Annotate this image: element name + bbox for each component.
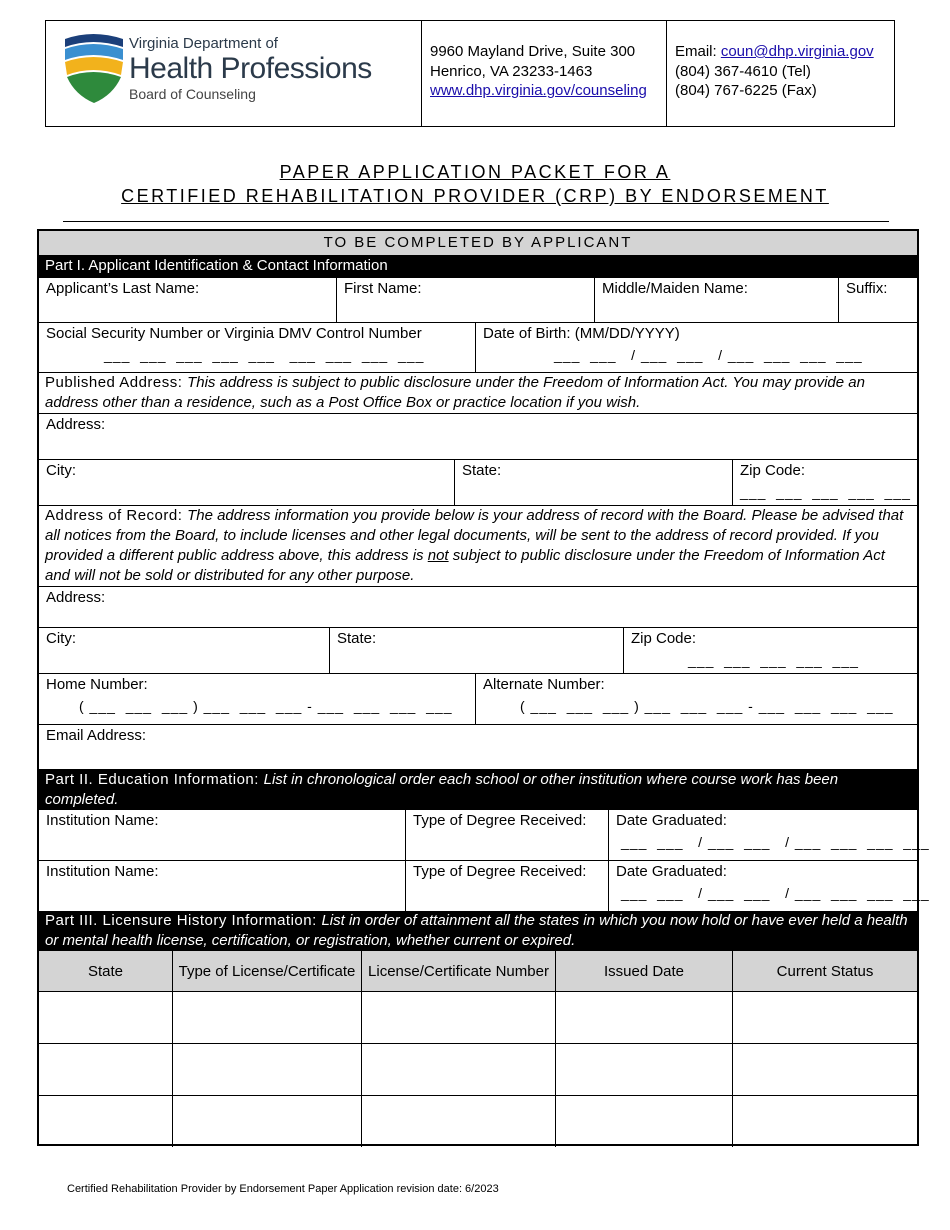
table-row xyxy=(39,1044,917,1096)
current-status-cell[interactable] xyxy=(733,1096,918,1148)
logo-line-2: Health Professions xyxy=(129,52,372,85)
license-number-cell[interactable] xyxy=(362,1044,556,1096)
part2-heading-label: Part II. Education Information: xyxy=(45,771,264,788)
published-city-field[interactable] xyxy=(39,460,455,505)
part3-heading xyxy=(39,911,917,951)
date-graduated-label-2: Date Graduated: xyxy=(616,863,727,880)
published-address-label: Published Address: xyxy=(45,374,188,391)
email-field-label: Email Address: xyxy=(46,727,147,744)
tel-line: (804) 367-4610 (Tel) xyxy=(675,62,811,80)
institution-label-1: Institution Name: xyxy=(46,812,159,829)
record-note-a: The address information you provide below is your address of record with the Board. Please be advised that all notices from the Board, to include licenses and other legal documents, will be sent to the address of record provided. If you provided a different public address above, this address is xyxy=(45,507,904,564)
dhp-logo-icon xyxy=(63,33,125,105)
license-type-cell[interactable] xyxy=(173,992,362,1044)
degree-field-2[interactable] xyxy=(406,861,609,911)
institution-field-1[interactable] xyxy=(39,810,406,860)
record-address-label: Address of Record: xyxy=(45,507,188,524)
state-cell[interactable] xyxy=(39,1096,173,1148)
alternate-number-blanks: ( ___ ___ ___ ) ___ ___ ___ - ___ ___ ___ ___ xyxy=(520,698,894,714)
record-city-label: City: xyxy=(46,630,76,647)
published-address-field-label: Address: xyxy=(46,416,106,433)
ssn-blanks: ___ ___ ___ ___ ___ ___ ___ ___ ___ xyxy=(104,347,425,363)
degree-label-1: Type of Degree Received: xyxy=(413,812,587,829)
address-line-2: Henrico, VA 23233-1463 xyxy=(430,62,593,80)
logo-line-3: Board of Counseling xyxy=(129,86,256,102)
education-row-1 xyxy=(39,810,930,861)
degree-field-1[interactable] xyxy=(406,810,609,860)
email-field[interactable] xyxy=(39,725,917,769)
record-note-b: subject to public disclosure under the Freedom of Information Act and will not be sold or distributed for any other purpose. xyxy=(45,547,885,584)
degree-label-2: Type of Degree Received: xyxy=(413,863,587,880)
published-city-row xyxy=(39,460,917,506)
record-address-field[interactable] xyxy=(39,587,917,627)
date-graduated-field-1[interactable] xyxy=(609,810,930,860)
suffix-field[interactable] xyxy=(839,278,917,322)
home-number-field[interactable] xyxy=(39,674,476,724)
first-name-label: First Name: xyxy=(344,280,422,297)
col-license-number: License/Certificate Number xyxy=(362,951,556,992)
address-cell xyxy=(422,21,667,126)
state-cell[interactable] xyxy=(39,992,173,1044)
logo-cell xyxy=(46,21,422,126)
published-zip-blanks: ___ ___ ___ ___ ___ xyxy=(740,484,911,500)
published-zip-label: Zip Code: xyxy=(740,462,806,479)
published-address-field[interactable] xyxy=(39,414,917,459)
page-title xyxy=(0,160,950,208)
contact-cell xyxy=(667,21,894,126)
alternate-number-label: Alternate Number: xyxy=(483,676,605,693)
part3-heading-label: Part III. Licensure History Information: xyxy=(45,912,322,929)
dob-label: Date of Birth: (MM/DD/YYYY) xyxy=(483,325,680,342)
current-status-cell[interactable] xyxy=(733,992,918,1044)
published-state-field[interactable] xyxy=(455,460,733,505)
fax-line: (804) 767-6225 (Fax) xyxy=(675,82,817,99)
institution-label-2: Institution Name: xyxy=(46,863,159,880)
current-status-cell[interactable] xyxy=(733,1044,918,1096)
title-divider xyxy=(63,221,889,222)
phone-row xyxy=(39,674,917,725)
institution-field-2[interactable] xyxy=(39,861,406,911)
part2-heading-note: List in chronological order each school or other institution where course work has been completed. xyxy=(45,771,839,808)
logo-text xyxy=(129,35,372,103)
applicant-band: TO BE COMPLETED BY APPLICANT xyxy=(39,231,917,256)
alternate-number-field[interactable] xyxy=(476,674,917,724)
record-zip-label: Zip Code: xyxy=(631,630,697,647)
table-row xyxy=(39,1096,917,1148)
issued-date-cell[interactable] xyxy=(556,1044,733,1096)
last-name-field[interactable] xyxy=(39,278,337,322)
email-label: Email: xyxy=(675,43,721,60)
date-graduated-label-1: Date Graduated: xyxy=(616,812,727,829)
first-name-field[interactable] xyxy=(337,278,595,322)
ssn-field[interactable] xyxy=(39,323,476,372)
dob-field[interactable] xyxy=(476,323,917,372)
letterhead xyxy=(45,20,895,127)
part2-heading xyxy=(39,770,917,810)
website-link[interactable]: www.dhp.virginia.gov/counseling xyxy=(430,82,647,99)
record-state-field[interactable] xyxy=(330,628,624,673)
education-row-2 xyxy=(39,861,930,911)
application-form xyxy=(37,229,930,1146)
published-state-label: State: xyxy=(462,462,502,479)
issued-date-cell[interactable] xyxy=(556,1096,733,1148)
licensure-table xyxy=(39,951,917,1147)
published-zip-field[interactable] xyxy=(733,460,917,505)
record-address-note xyxy=(39,506,917,587)
middle-name-label: Middle/Maiden Name: xyxy=(602,280,748,297)
middle-name-field[interactable] xyxy=(595,278,839,322)
col-state: State xyxy=(39,951,173,992)
date-graduated-blanks-1: ___ ___ / ___ ___ / ___ ___ ___ ___ xyxy=(621,834,930,850)
part1-heading: Part I. Applicant Identification & Contact Information xyxy=(39,256,917,278)
col-license-type: Type of License/Certificate xyxy=(173,951,362,992)
license-type-cell[interactable] xyxy=(173,1096,362,1148)
suffix-label: Suffix: xyxy=(846,280,888,297)
record-address-field-label: Address: xyxy=(46,589,106,606)
date-graduated-blanks-2: ___ ___ / ___ ___ / ___ ___ ___ ___ xyxy=(621,885,930,901)
table-row xyxy=(39,992,917,1044)
col-current-status: Current Status xyxy=(733,951,918,992)
ssn-label: Social Security Number or Virginia DMV Control Number xyxy=(46,325,422,342)
published-city-label: City: xyxy=(46,462,76,479)
part3-heading-note: List in order of attainment all the states in which you now hold or have ever held a health or mental health license, certification, or registration, whether current or expired. xyxy=(45,912,908,949)
ssn-dob-row xyxy=(39,323,917,373)
record-city-field[interactable] xyxy=(39,628,330,673)
issued-date-cell[interactable] xyxy=(556,992,733,1044)
record-state-label: State: xyxy=(337,630,377,647)
published-address-note xyxy=(39,373,917,414)
email-link[interactable]: coun@dhp.virginia.gov xyxy=(720,43,874,60)
date-graduated-field-2[interactable] xyxy=(609,861,930,911)
logo-line-1: Virginia Department of xyxy=(129,35,278,52)
record-address-row xyxy=(39,587,917,628)
title-line-1: PAPER APPLICATION PACKET FOR A xyxy=(279,162,671,182)
licensure-header-row xyxy=(39,951,917,992)
record-zip-field[interactable] xyxy=(624,628,917,673)
dob-blanks: ___ ___ / ___ ___ / ___ ___ ___ ___ xyxy=(554,347,863,363)
home-number-label: Home Number: xyxy=(46,676,148,693)
email-line xyxy=(675,42,894,62)
license-number-cell[interactable] xyxy=(362,1096,556,1148)
col-issued-date: Issued Date xyxy=(556,951,733,992)
record-city-row xyxy=(39,628,917,674)
published-address-text: This address is subject to public disclosure under the Freedom of Information Act. You may provide an address other than a residence, such as a Post Office Box or practice location if you wish. xyxy=(45,374,865,411)
last-name-label: Applicant’s Last Name: xyxy=(46,280,200,297)
email-row xyxy=(39,725,917,770)
revision-footer: Certified Rehabilitation Provider by Endorsement Paper Application revision date: 6/2023 xyxy=(67,1183,499,1195)
home-number-blanks: ( ___ ___ ___ ) ___ ___ ___ - ___ ___ ___ ___ xyxy=(79,698,453,714)
license-number-cell[interactable] xyxy=(362,992,556,1044)
address-line-1: 9960 Mayland Drive, Suite 300 xyxy=(430,43,636,60)
record-zip-blanks: ___ ___ ___ ___ ___ xyxy=(688,652,859,668)
license-type-cell[interactable] xyxy=(173,1044,362,1096)
published-address-row xyxy=(39,414,917,460)
state-cell[interactable] xyxy=(39,1044,173,1096)
title-line-2: CERTIFIED REHABILITATION PROVIDER (CRP) BY ENDORSEMENT xyxy=(121,186,829,206)
record-note-not: not xyxy=(427,547,449,564)
name-row xyxy=(39,278,917,323)
